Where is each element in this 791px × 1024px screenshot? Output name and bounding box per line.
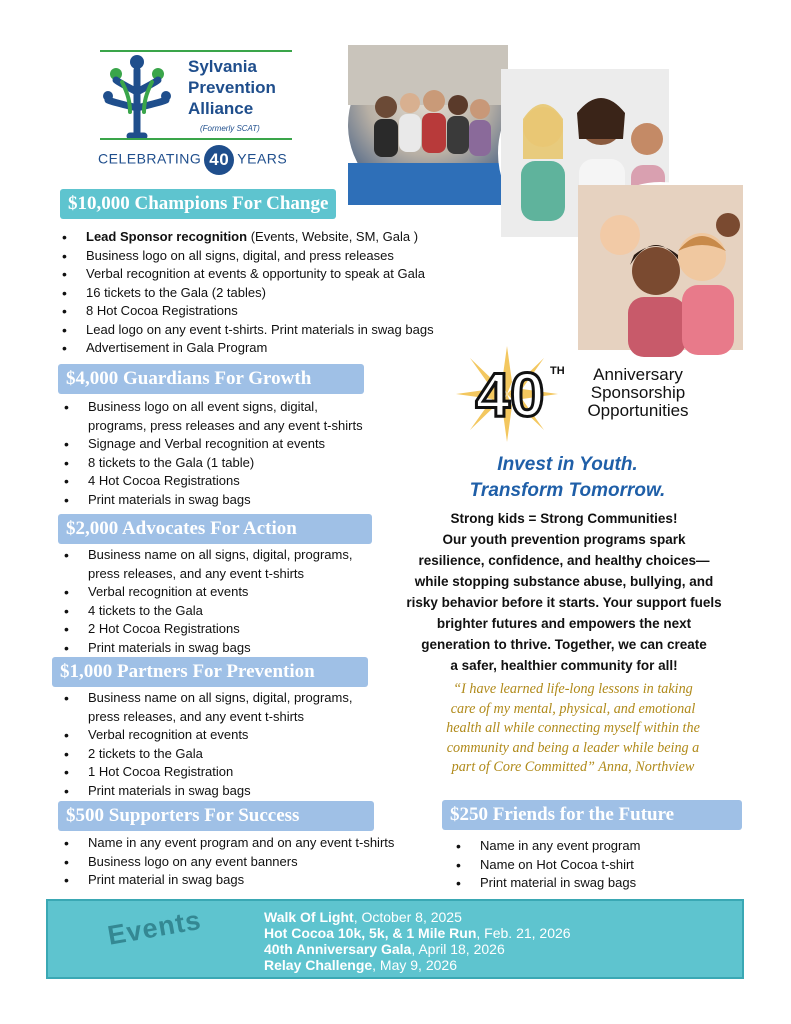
event-date: , May 9, 2026 [372, 957, 457, 973]
list-item: • Verbal recognition at events [60, 583, 400, 602]
celebrating-text: CELEBRATING [98, 150, 202, 167]
tier-partners-header: $1,000 Partners For Prevention [52, 657, 368, 687]
list-item-text: press releases, and any event t-shirts [88, 565, 305, 581]
tagline-line: Invest in Youth. [497, 454, 638, 475]
mission-line: while stopping substance abuse, bullying, and [414, 574, 714, 589]
testimonial-quote [408, 680, 738, 778]
event-date: , April 18, 2026 [411, 941, 505, 957]
tagline [440, 452, 695, 504]
tier-guardians-header: $4,000 Guardians For Growth [58, 364, 364, 394]
list-item: • 1 Hot Cocoa Registration [60, 763, 400, 782]
list-item: • Print materials in swag bags [60, 782, 400, 801]
list-item: • Business name on all signs, digital, programs, [60, 546, 400, 565]
event-item [264, 925, 571, 941]
event-name: Hot Cocoa 10k, 5k, & 1 Mile Run [264, 925, 477, 941]
list-item: • 4 Hot Cocoa Registrations [60, 472, 420, 491]
quote-line: part of Core Committed” Anna, Northview [451, 759, 695, 775]
tier-advocates-header: $2,000 Advocates For Action [58, 514, 372, 544]
list-item: • Business logo on all signs, digital, and press releases [58, 247, 488, 266]
logo-name [188, 56, 276, 119]
event-name: Walk Of Light [264, 909, 354, 925]
logo-name-line: Alliance [188, 99, 254, 118]
mission-line: generation to thrive. Together, we can create [421, 637, 707, 652]
list-item: • Name in any event program [452, 837, 712, 856]
tier-advocates-list [60, 546, 400, 657]
list-item: • Name on Hot Cocoa t-shirt [452, 856, 712, 875]
list-item: • Print material in swag bags [60, 871, 440, 890]
anniversary-starburst-icon [452, 344, 565, 444]
tier-champions-list [58, 228, 488, 358]
list-item-text: programs, press releases and any event t-shirts [88, 417, 363, 433]
quote-line: community and being a leader while being a [446, 739, 700, 756]
anniversary-title-line: Opportunities [587, 401, 689, 420]
list-item-continuation [60, 708, 400, 727]
quote-line: “I have learned life-long lessons in taking [453, 681, 693, 697]
organization-logo [96, 50, 296, 168]
tagline-line: Transform Tomorrow. [469, 480, 666, 501]
group-photo-image [348, 45, 508, 205]
kids-photo-image [578, 185, 743, 350]
event-item [264, 941, 571, 957]
logo-name-line: Sylvania [188, 57, 257, 76]
event-date: , October 8, 2025 [353, 909, 462, 925]
event-item [264, 957, 571, 973]
anniversary-suffix: TH [550, 365, 565, 377]
anniversary-number: 40 [475, 361, 545, 430]
list-item: • Business logo on any event banners [60, 853, 440, 872]
mission-statement [386, 508, 742, 676]
list-item: • Verbal recognition at events [60, 726, 400, 745]
mission-line: Our youth prevention programs spark [442, 532, 686, 547]
mission-line: resilience, confidence, and healthy choices— [418, 553, 710, 568]
happy-kids-photo [575, 182, 746, 353]
logo-celebrating [98, 145, 287, 175]
list-item: • Name in any event program and on any event t-shirts [60, 834, 440, 853]
list-item: • Print materials in swag bags [60, 491, 420, 510]
mission-line: brighter futures and empowers the next [436, 616, 692, 631]
list-item [58, 228, 488, 247]
list-item: • Advertisement in Gala Program [58, 339, 488, 358]
quote-line: care of my mental, physical, and emotional [450, 700, 696, 717]
list-item: • Signage and Verbal recognition at events [60, 435, 420, 454]
list-item: • 2 Hot Cocoa Registrations [60, 620, 400, 639]
events-label: Events [105, 904, 204, 951]
list-item-continuation [60, 565, 400, 584]
list-item-continuation [60, 417, 420, 436]
list-item: • Verbal recognition at events & opportunity to speak at Gala [58, 265, 488, 284]
list-item: • 16 tickets to the Gala (2 tables) [58, 284, 488, 303]
quote-line: health all while connecting myself within the [446, 720, 700, 736]
people-tree-icon [100, 52, 174, 138]
tier-friends-header: $250 Friends for the Future [442, 800, 742, 830]
list-item: • Print material in swag bags [452, 874, 712, 893]
logo-formerly: (Formerly SCAT) [200, 124, 260, 133]
anniversary-title-line: Sponsorship [590, 383, 686, 402]
events-list [264, 909, 571, 973]
list-item-text: press releases, and any event t-shirts [88, 708, 305, 724]
event-date: , Feb. 21, 2026 [476, 925, 571, 941]
anniversary-title-line: Anniversary [593, 365, 683, 384]
list-item: • Lead logo on any event t-shirts. Print materials in swag bags [58, 321, 488, 340]
anniversary-title [573, 366, 703, 420]
event-name: 40th Anniversary Gala [264, 941, 412, 957]
list-item: • 8 tickets to the Gala (1 table) [60, 454, 420, 473]
list-item-text: (Events, Website, SM, Gala ) [247, 229, 419, 244]
logo-name-line: Prevention [188, 78, 276, 97]
celebrating-number: 40 [204, 145, 234, 175]
mission-line: a safer, healthier community for all! [450, 658, 678, 673]
tier-supporters-list [60, 834, 440, 890]
tier-champions-header: $10,000 Champions For Change [60, 189, 336, 219]
list-item: • Business logo on all event signs, digital, [60, 398, 420, 417]
event-item [264, 909, 571, 925]
events-box [46, 899, 744, 979]
tier-partners-list [60, 689, 400, 800]
youth-group-photo [345, 42, 511, 208]
list-item: • 8 Hot Cocoa Registrations [58, 302, 488, 321]
list-item: • Business name on all signs, digital, programs, [60, 689, 400, 708]
logo-bottom-rule [100, 138, 292, 140]
celebrating-years: YEARS [237, 150, 288, 167]
list-item-bold: Lead Sponsor recognition [86, 229, 248, 244]
list-item: • 2 tickets to the Gala [60, 745, 400, 764]
event-name: Relay Challenge [264, 957, 373, 973]
mission-line: risky behavior before it starts. Your support fuels [406, 595, 722, 610]
list-item: • 4 tickets to the Gala [60, 602, 400, 621]
mission-line: Strong kids = Strong Communities! [450, 511, 678, 526]
tier-guardians-list [60, 398, 420, 509]
tier-friends-list [452, 837, 712, 893]
tier-supporters-header: $500 Supporters For Success [58, 801, 374, 831]
list-item: • Print materials in swag bags [60, 639, 400, 658]
